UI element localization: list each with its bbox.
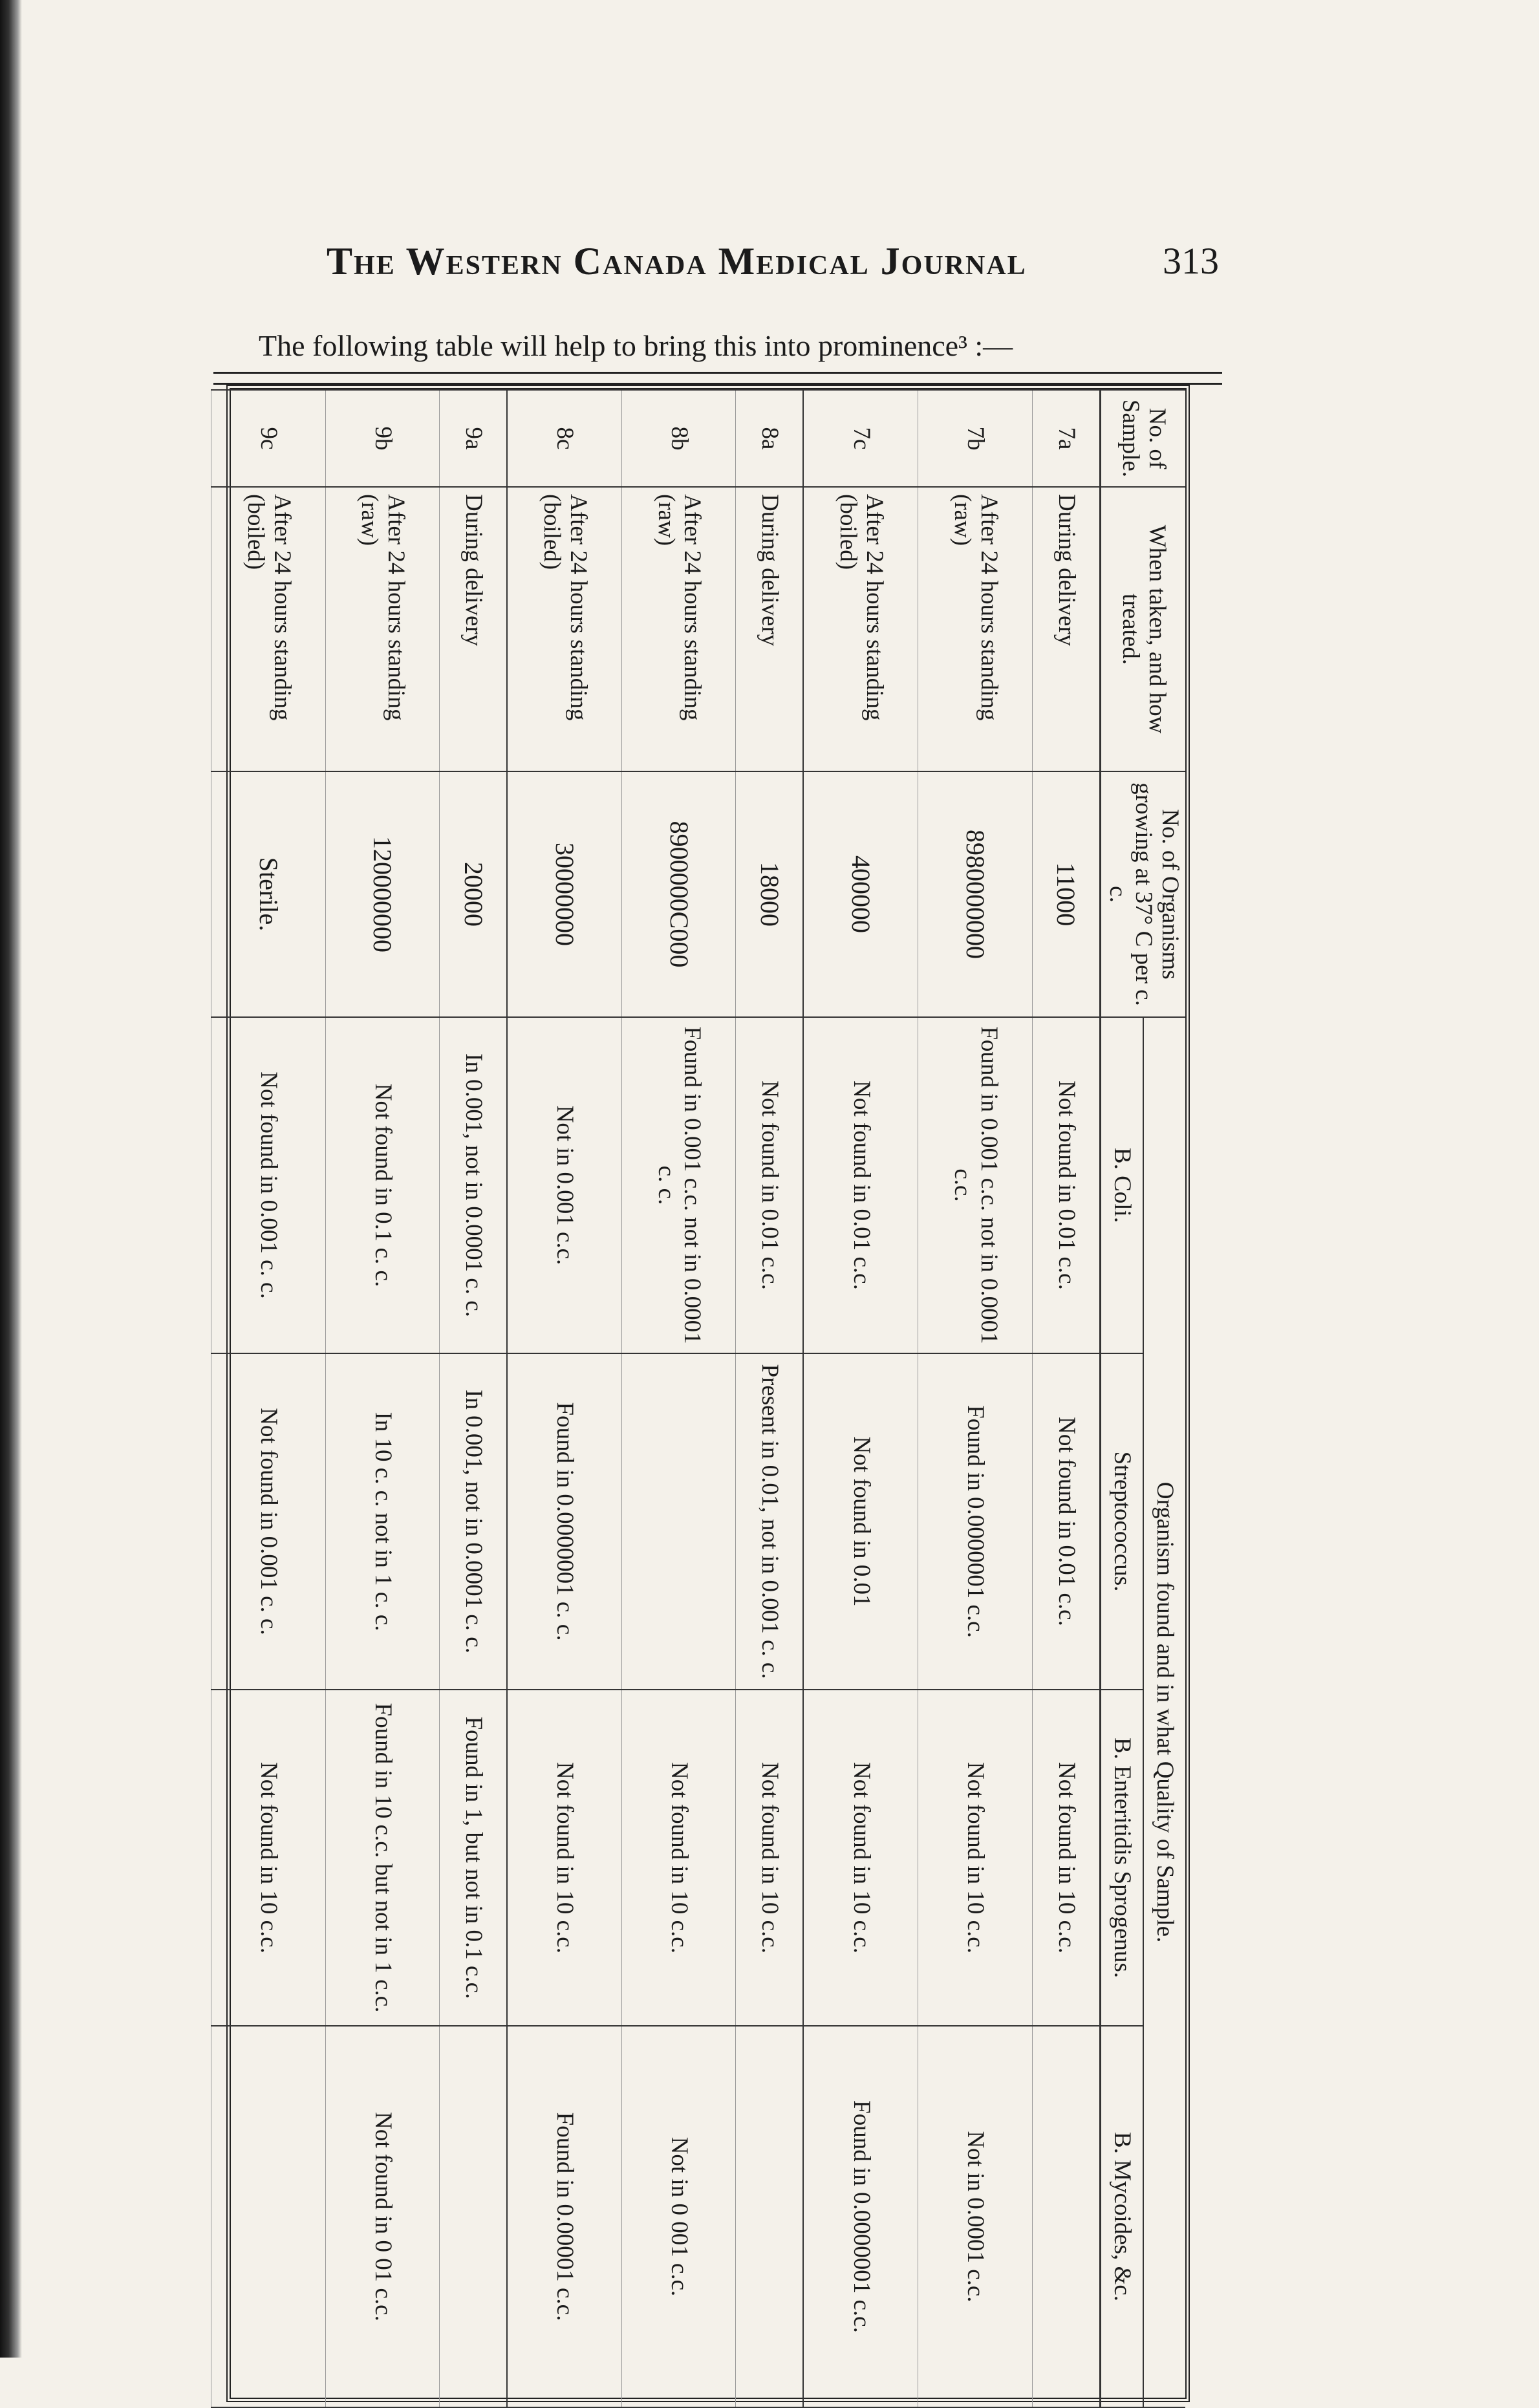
intro-text: The following table will help to bring this into prominence³ :— — [259, 329, 1013, 362]
cell-count: 400000 — [803, 771, 918, 1017]
cell-streptococcus: Not found in 0.01 c.c. — [1032, 1353, 1100, 1690]
cell-when: After 24 hours standing (boiled) — [507, 487, 621, 771]
cell-b-coli: Not found in 0.01 c.c. — [803, 1017, 918, 1353]
cell-streptococcus — [621, 1353, 735, 1690]
cell-sample: 8c — [507, 390, 621, 487]
cell-count: 30000000 — [507, 771, 621, 1017]
page-binding-edge — [0, 0, 22, 2358]
cell-b-mycoides: Not in 0 001 c.c. — [621, 2026, 735, 2407]
table-row — [211, 390, 325, 2407]
cell-b-enteritidis: Not found in 10 c.c. — [1032, 1690, 1100, 2026]
rotated-table-container — [226, 385, 1190, 2402]
journal-title: The Western Canada Medical Journal — [327, 240, 1027, 283]
cell-sample: 7b — [918, 390, 1032, 487]
table-row — [736, 390, 803, 2407]
top-rule — [213, 372, 1222, 385]
cell-b-mycoides — [211, 2026, 325, 2407]
cell-streptococcus: In 0.001, not in 0.0001 c. c. — [440, 1353, 507, 1690]
cell-streptococcus: Not found in 0.001 c. c. — [211, 1353, 325, 1690]
cell-count: 8900000C000 — [621, 771, 735, 1017]
cell-when: After 24 hours standing (raw) — [325, 487, 439, 771]
cell-sample: 8a — [736, 390, 803, 487]
cell-sample: 8b — [621, 390, 735, 487]
cell-sample: 7c — [803, 390, 918, 487]
cell-count: Sterile. — [211, 771, 325, 1017]
cell-count: 11000 — [1032, 771, 1100, 1017]
page-header — [320, 239, 1219, 291]
cell-b-mycoides — [736, 2026, 803, 2407]
cell-when: During delivery — [440, 487, 507, 771]
cell-b-coli: Not found in 0.001 c. c. — [211, 1017, 325, 1353]
cell-sample: 9c — [211, 390, 325, 487]
cell-b-enteritidis: Found in 10 c.c. but not in 1 c.c. — [325, 1690, 439, 2026]
cell-sample: 7a — [1032, 390, 1100, 487]
cell-b-mycoides: Not found in 0 01 c.c. — [325, 2026, 439, 2407]
cell-b-mycoides: Found in 0.00001 c.c. — [507, 2026, 621, 2407]
cell-b-enteritidis: Not found in 10 c.c. — [621, 1690, 735, 2026]
cell-streptococcus: Present in 0.01, not in 0.001 c. c. — [736, 1353, 803, 1690]
cell-when: After 24 hours standing (boiled) — [803, 487, 918, 771]
cell-b-coli: Not found in 0.01 c.c. — [1032, 1017, 1100, 1353]
cell-b-coli: Not in 0.001 c.c. — [507, 1017, 621, 1353]
page-number: 313 — [1163, 240, 1219, 282]
cell-when: After 24 hours standing (raw) — [621, 487, 735, 771]
cell-b-enteritidis: Not found in 10 c.c. — [507, 1690, 621, 2026]
table-row — [440, 390, 507, 2407]
header-sample: No. of Sample. — [1100, 390, 1185, 487]
table-row — [621, 390, 735, 2407]
cell-b-enteritidis: Not found in 10 c.c. — [736, 1690, 803, 2026]
cell-count: 8980000000 — [918, 771, 1032, 1017]
cell-sample: 9b — [325, 390, 439, 487]
header-when-taken: When taken, and how treated. — [1100, 487, 1185, 771]
cell-b-mycoides: Found in 0.0000001 c.c. — [803, 2026, 918, 2407]
cell-b-coli: Not found in 0.1 c. c. — [325, 1017, 439, 1353]
table-row — [507, 390, 621, 2407]
cell-sample: 9a — [440, 390, 507, 487]
cell-b-coli: In 0.001, not in 0.0001 c. c. — [440, 1017, 507, 1353]
cell-when: After 24 hours standing (boiled) — [211, 487, 325, 771]
header-b-coli: B. Coli. — [1100, 1017, 1143, 1353]
cell-b-mycoides — [440, 2026, 507, 2407]
header-b-mycoides: B. Mycoides, &c. — [1100, 2026, 1143, 2407]
cell-b-coli: Not found in 0.01 c.c. — [736, 1017, 803, 1353]
header-b-enteritidis: B. Enteritidis Sprogenus. — [1100, 1690, 1143, 2026]
cell-b-enteritidis: Not found in 10 c.c. — [803, 1690, 918, 2026]
cell-when: After 24 hours standing (raw) — [918, 487, 1032, 771]
cell-count: 18000 — [736, 771, 803, 1017]
organism-table — [211, 389, 1185, 2408]
header-organism-group: Organism found and in what Quality of Sample. — [1143, 1017, 1185, 2407]
header-organism-count: No. of Organisms growing at 37° C per c. c. — [1100, 771, 1185, 1017]
cell-b-coli: Found in 0.001 c.c. not in 0.0001 c.c. — [918, 1017, 1032, 1353]
cell-count: 120000000 — [325, 771, 439, 1017]
cell-b-enteritidis: Not found in 10 c.c. — [918, 1690, 1032, 2026]
cell-streptococcus: Found in 0.0000001 c.c. — [918, 1353, 1032, 1690]
cell-streptococcus: Found in 0.0000001 c. c. — [507, 1353, 621, 1690]
cell-count: 20000 — [440, 771, 507, 1017]
header-streptococcus: Streptococcus. — [1100, 1353, 1143, 1690]
cell-when: During delivery — [736, 487, 803, 771]
cell-b-mycoides: Not in 0.0001 c.c. — [918, 2026, 1032, 2407]
cell-b-enteritidis: Not found in 10 c.c. — [211, 1690, 325, 2026]
table-row — [803, 390, 918, 2407]
table-row — [1032, 390, 1100, 2407]
cell-streptococcus: In 10 c. c. not in 1 c. c. — [325, 1353, 439, 1690]
cell-b-enteritidis: Found in 1, but not in 0.1 c.c. — [440, 1690, 507, 2026]
cell-streptococcus: Not found in 0.01 — [803, 1353, 918, 1690]
table-row — [325, 390, 439, 2407]
cell-b-mycoides — [1032, 2026, 1100, 2407]
table-row — [918, 390, 1032, 2407]
cell-when: During delivery — [1032, 487, 1100, 771]
cell-b-coli: Found in 0.001 c.c. not in 0.0001 c. c. — [621, 1017, 735, 1353]
